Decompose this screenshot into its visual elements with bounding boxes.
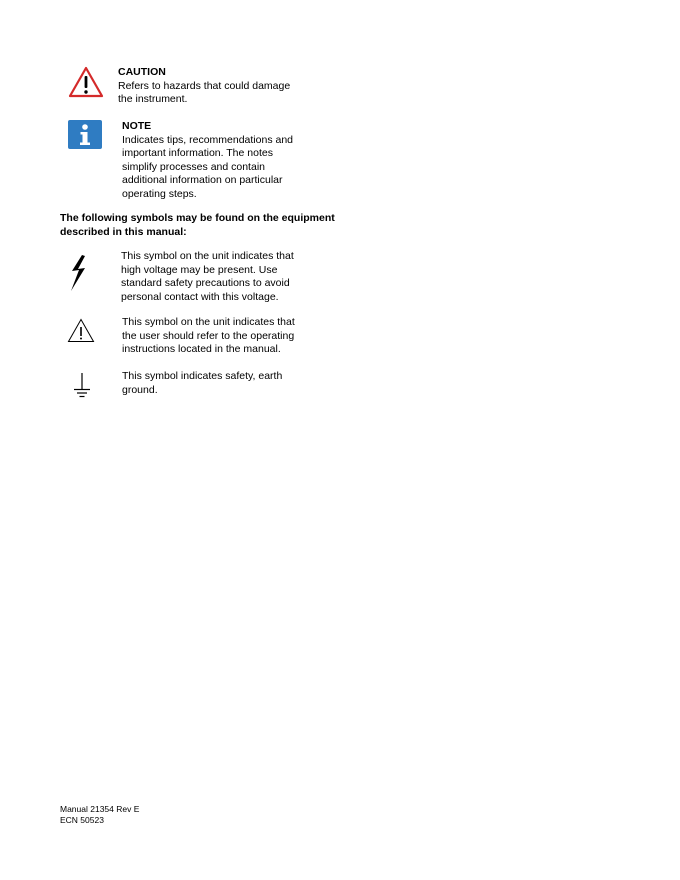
ecn-number: ECN 50523: [60, 815, 104, 825]
symbol-description-line: instructions located in the manual.: [122, 343, 281, 355]
symbol-item: [121, 250, 294, 304]
caution-title: CAUTION: [118, 66, 166, 78]
page-footer: [60, 804, 139, 826]
symbol-description-line: standard safety precautions to avoid: [121, 277, 290, 289]
note-text-line: additional information on particular: [122, 174, 283, 186]
symbols-heading: [60, 212, 335, 239]
caution-text-line: the instrument.: [118, 93, 188, 105]
info-icon: [68, 120, 102, 149]
symbol-description-line: high voltage may be present. Use: [121, 263, 278, 276]
manual-revision: Manual 21354 Rev E: [60, 804, 140, 814]
note-text-line: operating steps.: [122, 187, 197, 200]
symbol-description-line: the user should refer to the operating: [122, 329, 295, 342]
high-voltage-icon: [68, 254, 88, 292]
symbols-heading-line: The following symbols may be found on the equipment: [60, 212, 335, 224]
symbol-description-line: ground.: [122, 383, 158, 396]
note-block: [122, 120, 293, 201]
symbol-item: [122, 316, 295, 357]
symbol-description-line: personal contact with this voltage.: [121, 290, 279, 303]
note-text-line: simplify processes and contain: [122, 160, 265, 173]
symbol-description-line: This symbol on the unit indicates that: [121, 250, 294, 262]
symbol-description-line: This symbol indicates safety, earth: [122, 370, 283, 382]
symbol-item: [122, 370, 282, 397]
caution-text-line: Refers to hazards that could damage: [118, 79, 291, 92]
symbols-heading-line: described in this manual:: [60, 225, 187, 238]
caution-block: [118, 66, 290, 107]
note-title: NOTE: [122, 120, 152, 132]
symbol-description-line: This symbol on the unit indicates that: [122, 316, 295, 328]
caution-icon: [68, 66, 104, 98]
earth-ground-icon: [72, 372, 92, 400]
note-text-line: Indicates tips, recommendations and: [122, 133, 294, 146]
warning-triangle-icon: [67, 318, 95, 343]
note-text-line: important information. The notes: [122, 147, 273, 159]
